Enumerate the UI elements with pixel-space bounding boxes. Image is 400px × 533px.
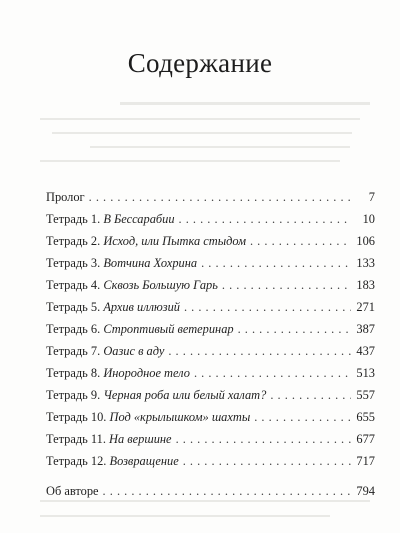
toc-entry-label: Тетрадь 10. Под «крылышком» шахты (46, 410, 251, 424)
toc-entry-label: Тетрадь 11. На вершине (46, 432, 172, 446)
toc-entry-label: Тетрадь 3. Вотчина Хохрина (46, 256, 198, 270)
toc-entry-notebook-6[interactable] (46, 318, 375, 340)
toc-page-number: 794 (356, 484, 375, 498)
dot-leader (179, 208, 351, 230)
toc-entry-label: Тетрадь 9. Черная роба или белый халат? (46, 388, 267, 402)
toc-page-number: 271 (356, 300, 375, 314)
toc-entry-notebook-12[interactable] (46, 450, 375, 472)
toc-entry-label: Тетрадь 2. Исход, или Пытка стыдом (46, 234, 246, 248)
dot-leader (250, 230, 351, 252)
toc-entry-prologue[interactable] (46, 186, 375, 208)
toc-entry-notebook-5[interactable] (46, 296, 375, 318)
dot-leader (176, 428, 351, 450)
toc-entry-notebook-7[interactable] (46, 340, 375, 362)
toc-entry-label: Тетрадь 4. Сквозь Большую Гарь (46, 278, 218, 292)
toc-entry-label: Об авторе (46, 484, 99, 498)
toc-entry-notebook-8[interactable] (46, 362, 375, 384)
toc-page-number: 557 (356, 388, 375, 402)
toc-entry-notebook-3[interactable] (46, 252, 375, 274)
dot-leader (222, 274, 351, 296)
dot-leader (168, 340, 351, 362)
dot-leader (270, 384, 351, 406)
dot-leader (254, 406, 351, 428)
dot-leader (201, 252, 351, 274)
toc-entry-label: Тетрадь 6. Строптивый ветеринар (46, 322, 234, 336)
toc-page-number: 133 (356, 256, 375, 270)
toc-entry-label: Тетрадь 5. Архив иллюзий (46, 300, 180, 314)
toc-entry-label: Тетрадь 1. В Бессарабии (46, 212, 175, 226)
toc-entry-notebook-10[interactable] (46, 406, 375, 428)
page-title: Содержание (127, 48, 273, 78)
toc-page-number: 7 (368, 190, 375, 204)
toc-entry-label: Тетрадь 7. Оазис в аду (46, 344, 165, 358)
toc-page-number: 717 (356, 454, 375, 468)
toc-entry-notebook-9[interactable] (46, 384, 375, 406)
toc-page-number: 106 (356, 234, 375, 248)
dot-leader (184, 296, 351, 318)
toc-page-number: 437 (356, 344, 375, 358)
toc-entry-notebook-11[interactable] (46, 428, 375, 450)
toc-entry-label: Тетрадь 12. Возвращение (46, 454, 179, 468)
toc-entry-notebook-1[interactable] (46, 208, 375, 230)
toc-entry-notebook-2[interactable] (46, 230, 375, 252)
toc-page-number: 655 (356, 410, 375, 424)
toc-page-number: 183 (356, 278, 375, 292)
toc-page-number: 513 (356, 366, 375, 380)
toc-entry-about-author[interactable] (46, 480, 375, 502)
toc-entry-notebook-4[interactable] (46, 274, 375, 296)
table-of-contents (46, 186, 375, 502)
dot-leader (89, 186, 351, 208)
dot-leader (183, 450, 351, 472)
toc-entry-label: Пролог (46, 190, 85, 204)
toc-entry-label: Тетрадь 8. Инородное тело (46, 366, 190, 380)
dot-leader (194, 362, 351, 384)
toc-page-number: 677 (356, 432, 375, 446)
dot-leader (103, 480, 351, 502)
toc-page-number: 387 (356, 322, 375, 336)
dot-leader (238, 318, 351, 340)
toc-page-number: 10 (362, 212, 375, 226)
